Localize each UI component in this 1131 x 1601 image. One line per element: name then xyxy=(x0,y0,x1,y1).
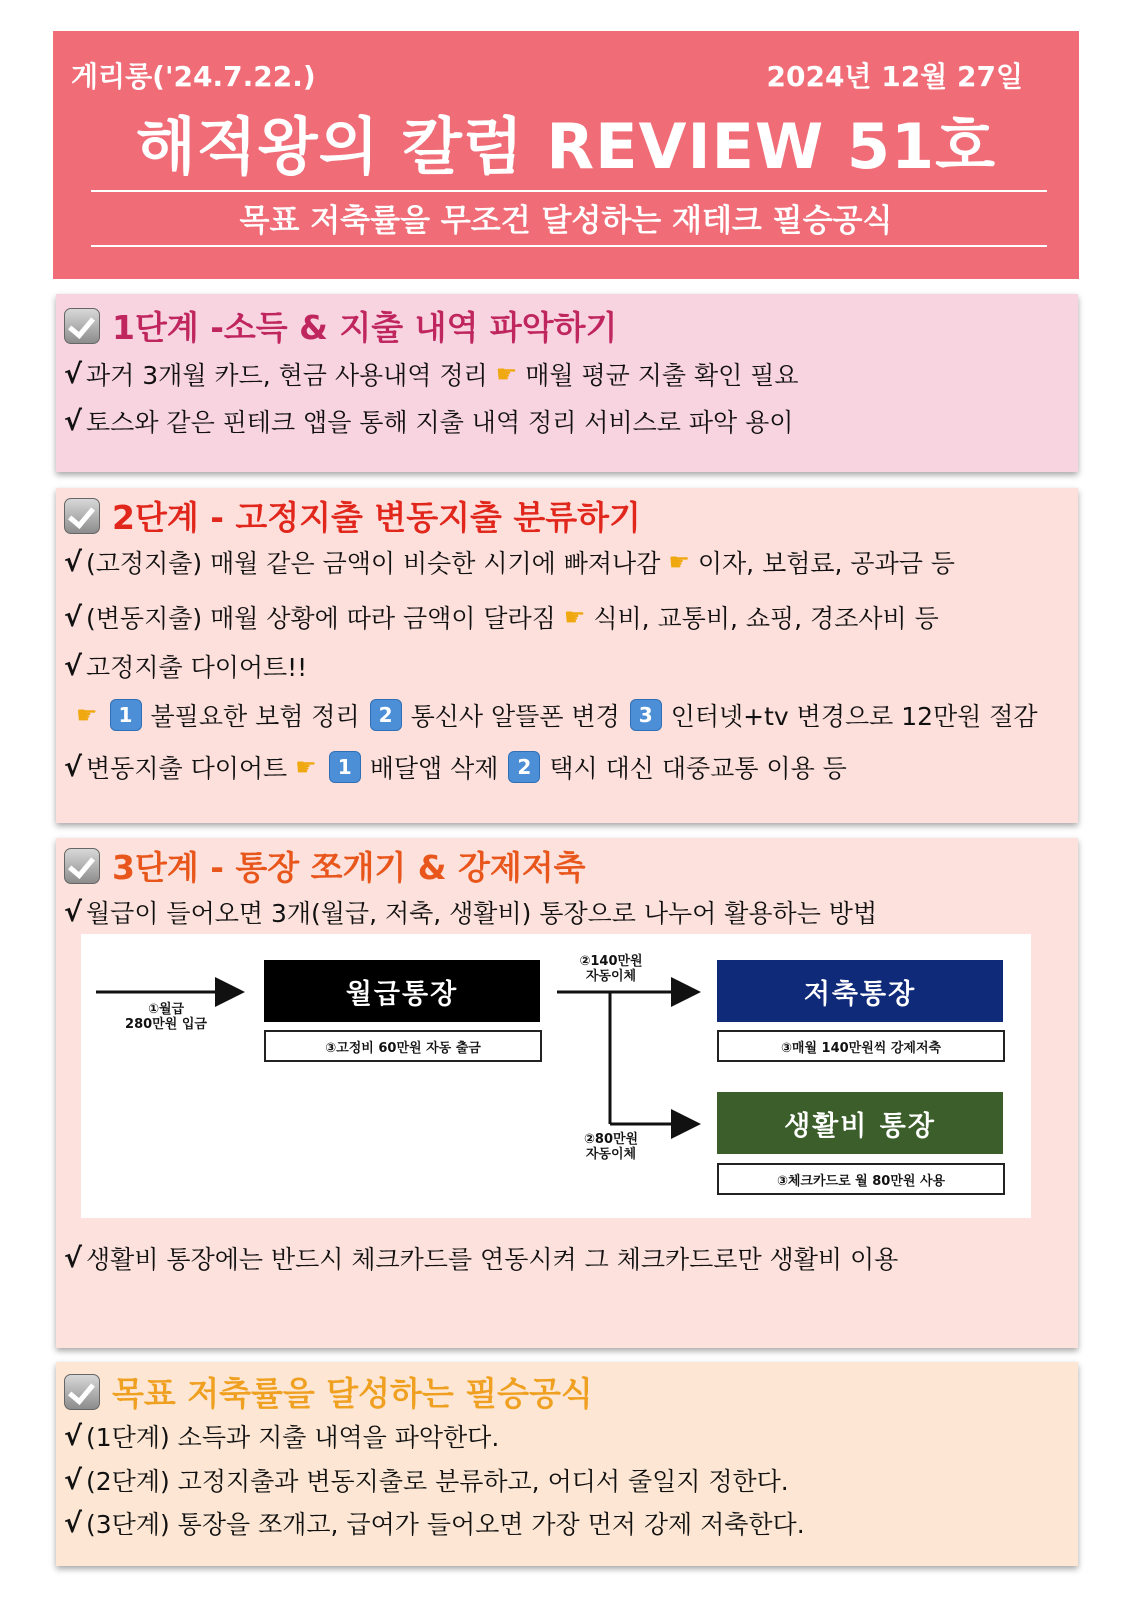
check-mark-icon: √ xyxy=(64,650,83,682)
number-3-icon: 3 xyxy=(630,699,662,731)
step2-line5 xyxy=(64,749,847,785)
divider xyxy=(91,190,1047,192)
transfer-80-type: 자동이체 xyxy=(585,1147,637,1162)
step2-line2-text: (변동지출) 매월 상황에 따라 금액이 달라짐 xyxy=(86,604,556,633)
pointing-hand-icon: ☛ xyxy=(563,603,586,631)
checkbox-icon xyxy=(64,1374,100,1410)
summary-line3-text: (3단계) 통장을 쪼개고, 급여가 들어오면 가장 먼저 강제 저축한다. xyxy=(86,1510,805,1539)
step2-title: 2단계 - 고정지출 변동지출 분류하기 xyxy=(112,498,641,537)
step3-line2 xyxy=(64,1240,898,1276)
salary-account-note: ③고정비 60만원 자동 출금 xyxy=(264,1030,542,1062)
summary-line2-text: (2단계) 고정지출과 변동지출로 분류하고, 어디서 줄일지 정한다. xyxy=(86,1467,789,1496)
summary-line2 xyxy=(64,1462,789,1498)
summary-title: 목표 저축률을 달성하는 필승공식 xyxy=(112,1374,593,1413)
pointing-hand-icon: ☛ xyxy=(295,753,317,781)
transfer-140-label xyxy=(561,954,661,984)
savings-account-box: 저축통장 xyxy=(717,960,1003,1022)
checkbox-icon xyxy=(64,498,100,534)
step1-line2-text: 토스와 같은 핀테크 앱을 통해 지출 내역 정리 서비스로 파악 용이 xyxy=(86,408,794,437)
transfer-80-label xyxy=(561,1132,661,1162)
step2-line1-text: (고정지출) 매월 같은 금액이 비슷한 시기에 빠져나감 xyxy=(86,549,661,578)
living-account-note: ③체크카드로 월 80만원 사용 xyxy=(717,1163,1005,1195)
transfer-140-type: 자동이체 xyxy=(585,969,637,984)
income-label-1: ①월급 xyxy=(147,1002,185,1017)
summary-title-row xyxy=(64,1368,593,1415)
transfer-80-amount: ②80만원 xyxy=(583,1132,639,1147)
step2-line5-text: 변동지출 다이어트 xyxy=(86,754,288,783)
check-mark-icon: √ xyxy=(64,751,83,783)
page-title: 해적왕의 칼럼 REVIEW 51호 xyxy=(135,110,997,183)
step2-line1-result: 이자, 보험료, 공과금 등 xyxy=(697,549,955,578)
step2-line4-item2: 통신사 알뜰폰 변경 xyxy=(410,702,620,731)
checkbox-icon xyxy=(64,308,100,344)
check-mark-icon: √ xyxy=(64,1242,83,1274)
check-mark-icon: √ xyxy=(64,405,83,437)
page-subtitle: 목표 저축률을 무조건 달성하는 재테크 필승공식 xyxy=(239,203,893,239)
step2-line3 xyxy=(64,648,307,684)
check-mark-icon: √ xyxy=(64,1420,83,1452)
pointing-hand-icon: ☛ xyxy=(668,548,690,576)
author-label: 게리롱('24.7.22.) xyxy=(71,60,316,93)
step2-line3-text: 고정지출 다이어트!! xyxy=(86,653,308,682)
step3-title-row xyxy=(64,842,586,889)
savings-account-note: ③매월 140만원씩 강제저축 xyxy=(717,1030,1005,1062)
step1-title-row xyxy=(64,302,617,349)
pointing-hand-icon: ☛ xyxy=(76,701,98,729)
step1-line1 xyxy=(64,356,799,392)
step1-line1-result: 매월 평균 지출 확인 필요 xyxy=(525,361,799,390)
step2-line4 xyxy=(76,697,1038,733)
step1-title: 1단계 -소득 & 지출 내역 파악하기 xyxy=(112,308,618,347)
issue-date: 2024년 12월 27일 xyxy=(766,60,1023,93)
checkbox-icon xyxy=(64,848,100,884)
account-split-diagram xyxy=(81,934,1031,1218)
summary-section xyxy=(56,1362,1078,1566)
step2-section xyxy=(56,488,1078,823)
step2-line5-item2: 택시 대신 대중교통 이용 등 xyxy=(549,754,847,783)
divider xyxy=(91,245,1047,247)
check-mark-icon: √ xyxy=(64,896,83,928)
check-mark-icon: √ xyxy=(64,1507,83,1539)
step2-line1 xyxy=(64,544,955,580)
step2-line5-item1: 배달앱 삭제 xyxy=(369,754,499,783)
check-mark-icon: √ xyxy=(64,546,83,578)
step1-section xyxy=(56,294,1078,472)
step2-line2 xyxy=(64,599,939,635)
step3-line1 xyxy=(64,894,877,930)
step2-line2-result: 식비, 교통비, 쇼핑, 경조사비 등 xyxy=(593,604,939,633)
summary-line1 xyxy=(64,1418,499,1454)
check-mark-icon: √ xyxy=(64,601,83,633)
income-label xyxy=(101,1002,231,1032)
salary-account-box: 월급통장 xyxy=(264,960,540,1022)
transfer-140-amount: ②140만원 xyxy=(579,954,643,969)
step2-line4-item1: 불필요한 보험 정리 xyxy=(150,702,360,731)
income-label-2: 280만원 입금 xyxy=(125,1017,207,1032)
number-1-icon: 1 xyxy=(329,751,361,783)
step1-line2 xyxy=(64,403,793,439)
check-mark-icon: √ xyxy=(64,1464,83,1496)
summary-line3 xyxy=(64,1505,805,1541)
step3-line2-text: 생활비 통장에는 반드시 체크카드를 연동시켜 그 체크카드로만 생활비 이용 xyxy=(86,1245,899,1274)
number-1-icon: 1 xyxy=(110,699,142,731)
step3-section xyxy=(56,838,1078,1348)
living-account-box: 생활비 통장 xyxy=(717,1092,1003,1154)
step2-title-row xyxy=(64,492,641,539)
summary-line1-text: (1단계) 소득과 지출 내역을 파악한다. xyxy=(86,1423,500,1452)
step3-title: 3단계 - 통장 쪼개기 & 강제저축 xyxy=(112,848,586,887)
step2-line4-item3: 인터넷+tv 변경으로 12만원 절감 xyxy=(670,702,1038,731)
step1-line1-text: 과거 3개월 카드, 현금 사용내역 정리 xyxy=(86,361,488,390)
number-2-icon: 2 xyxy=(370,699,402,731)
pointing-hand-icon: ☛ xyxy=(495,360,518,388)
step3-line1-text: 월급이 들어오면 3개(월급, 저축, 생활비) 통장으로 나누어 활용하는 방법 xyxy=(86,899,878,928)
check-mark-icon: √ xyxy=(64,358,83,390)
header-banner xyxy=(53,31,1079,279)
number-2-icon: 2 xyxy=(508,751,540,783)
